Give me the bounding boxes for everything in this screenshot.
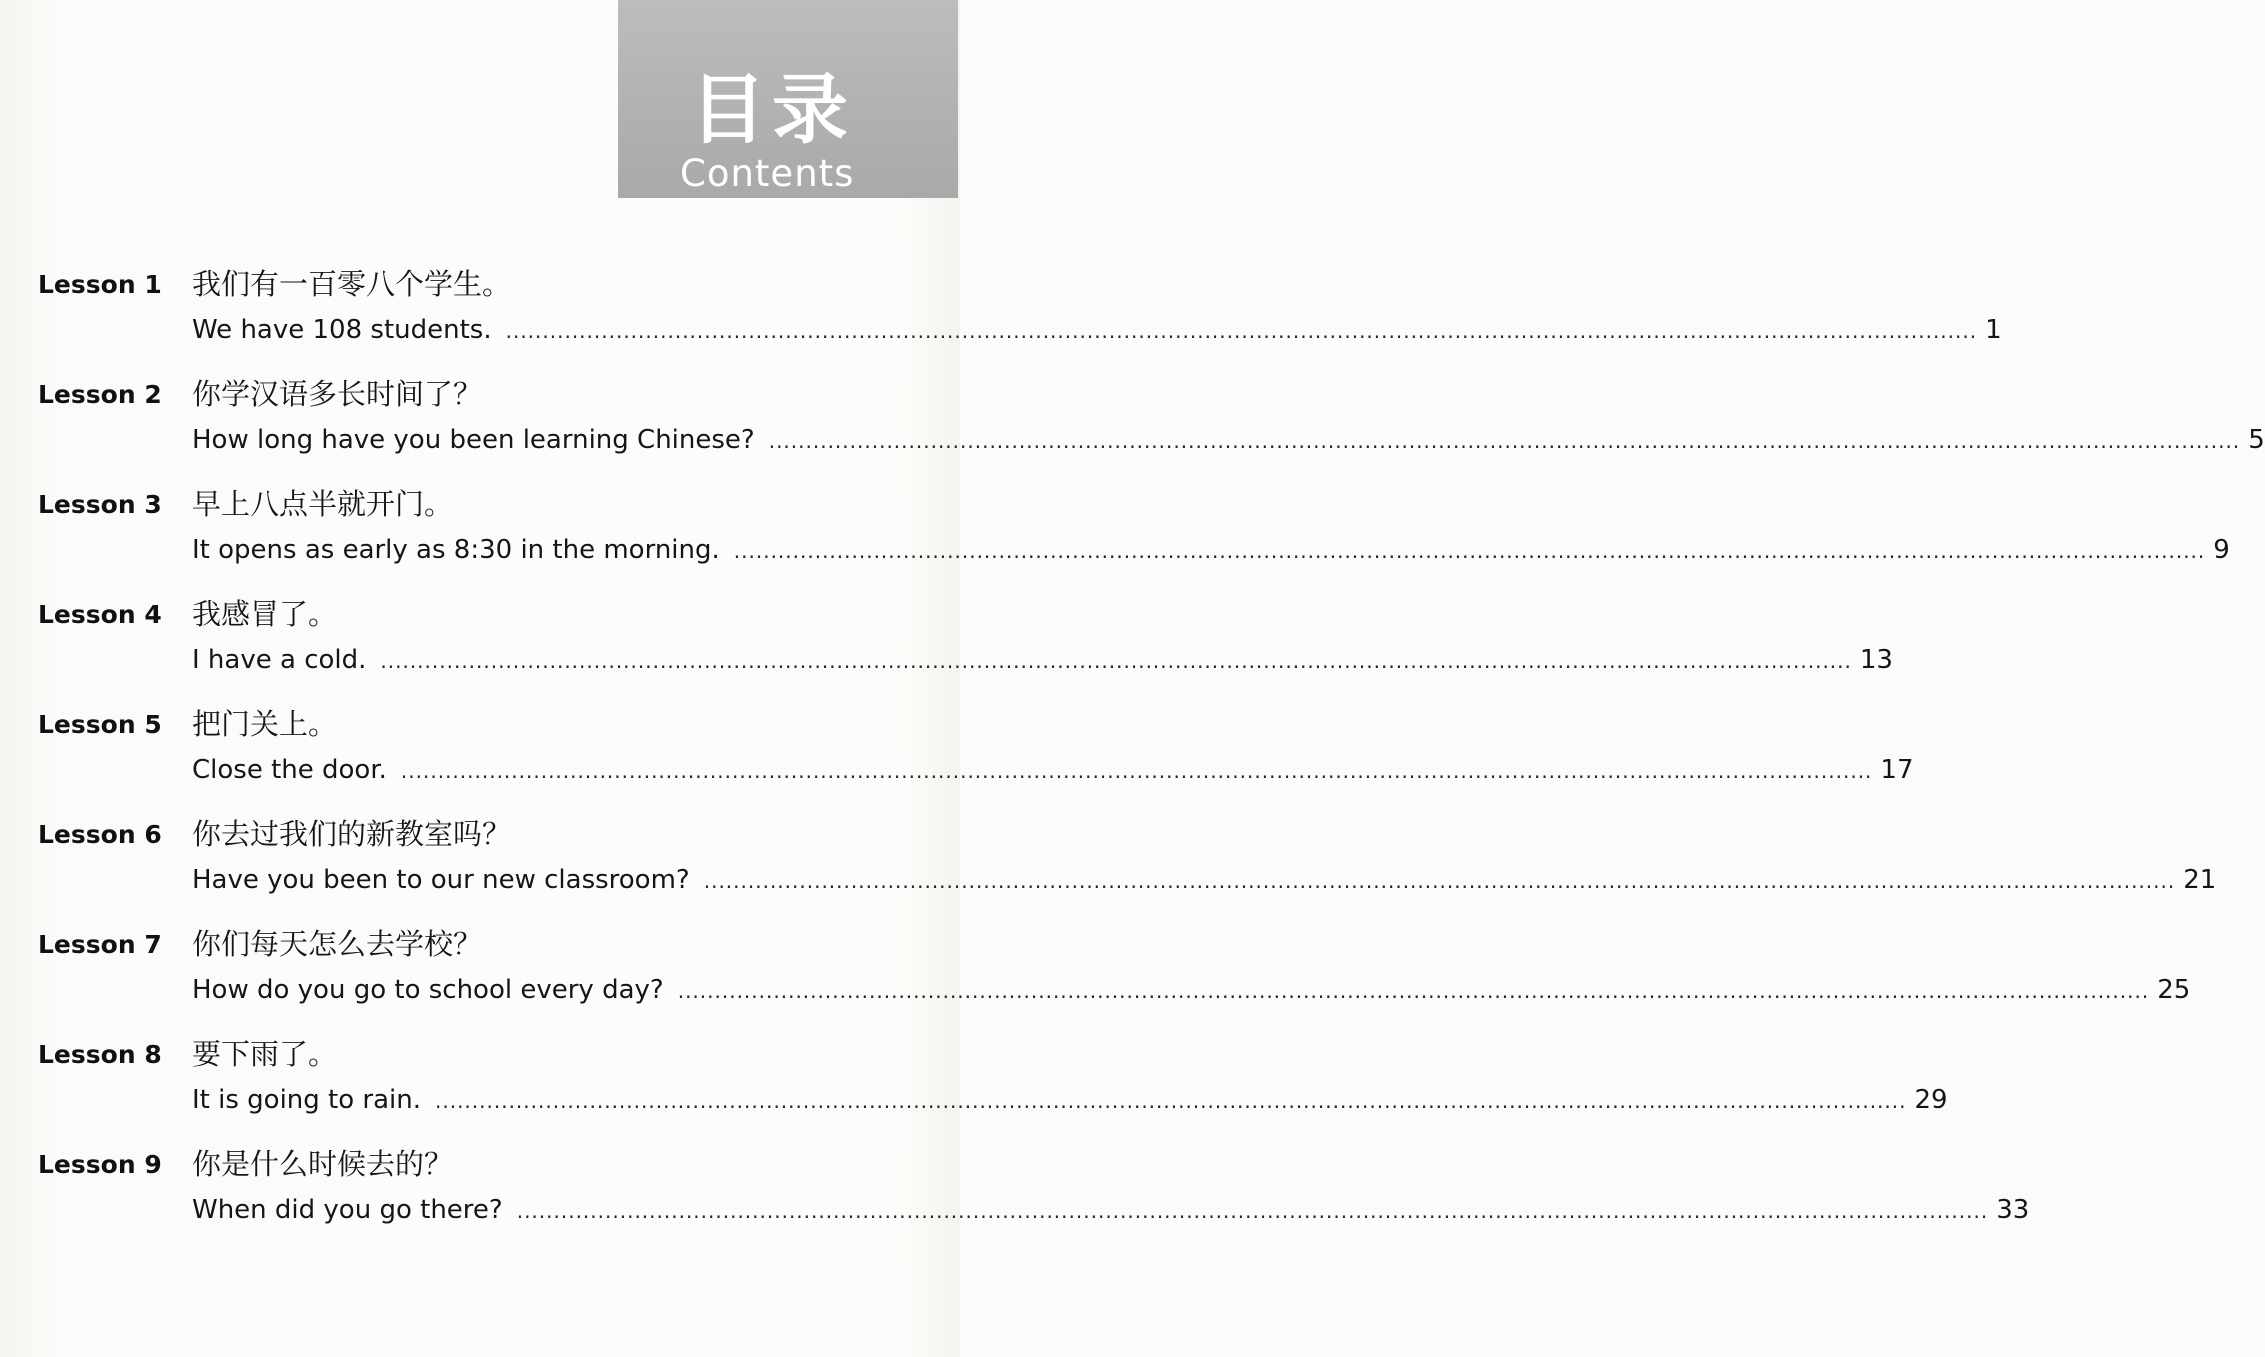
lesson-title-cn: 早上八点半就开门。 [192,487,454,521]
page-number: 25 [2157,975,2191,1005]
dot-leader: ........................................................................................................................................................................................................ [380,649,1852,673]
page-number: 5 [2248,425,2265,455]
toc-entry-lesson-4[interactable] [0,597,1893,700]
dot-leader: ........................................................................................................................................................................................................ [703,869,2176,893]
lesson-title-en: When did you go there? [192,1195,503,1225]
lesson-label: Lesson 9 [38,1150,162,1179]
toc-entry-lesson-5[interactable] [0,707,1914,810]
dot-leader: ........................................................................................................................................................................................................ [677,979,2150,1003]
lesson-title-cn: 我们有一百零八个学生。 [192,267,512,301]
toc-entry-lesson-2[interactable] [0,377,2265,480]
lesson-title-en-line [192,532,2230,568]
lesson-title-en-line [192,972,2191,1008]
lesson-title-en-line [192,312,2002,348]
lesson-label: Lesson 6 [38,820,162,849]
toc-entry-lesson-3[interactable] [0,487,2230,590]
lesson-title-en: Close the door. [192,755,387,785]
lesson-label: Lesson 2 [38,380,162,409]
toc-entry-lesson-1[interactable] [0,267,2002,370]
lesson-title-en: It is going to rain. [192,1085,421,1115]
toc-entry-lesson-9[interactable] [0,1147,2030,1250]
toc-entry-lesson-6[interactable] [0,817,2217,920]
lesson-title-cn: 要下雨了。 [192,1037,338,1071]
lesson-label: Lesson 8 [38,1040,162,1069]
dot-leader: ........................................................................................................................................................................................................ [505,319,1978,343]
page-number: 9 [2213,535,2230,565]
toc-entry-lesson-7[interactable] [0,927,2191,1030]
page-number: 33 [1996,1195,2030,1225]
lesson-label: Lesson 3 [38,490,162,519]
lesson-title-en-line [192,422,2265,458]
page-number: 29 [1914,1085,1948,1115]
page-number: 21 [2183,865,2217,895]
lesson-title-en: How long have you been learning Chinese? [192,425,755,455]
page-number: 1 [1985,315,2002,345]
dot-leader: ........................................................................................................................................................................................................ [516,1199,1989,1223]
lesson-title-en-line [192,1192,2030,1228]
lesson-title-en: How do you go to school every day? [192,975,664,1005]
contents-title-en: Contents [680,152,855,195]
dot-leader: ........................................................................................................................................................................................................ [400,759,1873,783]
page-number: 13 [1859,645,1893,675]
lesson-title-en: It opens as early as 8:30 in the morning. [192,535,720,565]
lesson-title-cn: 我感冒了。 [192,597,338,631]
contents-title-cn: 目录 [690,65,854,154]
lesson-title-cn: 把门关上。 [192,707,338,741]
lesson-label: Lesson 5 [38,710,162,739]
toc-entry-lesson-8[interactable] [0,1037,1948,1140]
dot-leader: ........................................................................................................................................................................................................ [435,1089,1907,1113]
lesson-title-cn: 你去过我们的新教室吗？ [192,817,512,851]
dot-leader: ........................................................................................................................................................................................................ [768,429,2241,453]
lesson-title-en: We have 108 students. [192,315,492,345]
lesson-title-cn: 你学汉语多长时间了？ [192,377,483,411]
lesson-label: Lesson 7 [38,930,162,959]
lesson-label: Lesson 4 [38,600,162,629]
dot-leader: ........................................................................................................................................................................................................ [733,539,2206,563]
lesson-title-cn: 你们每天怎么去学校？ [192,927,483,961]
lesson-title-cn: 你是什么时候去的？ [192,1147,454,1181]
lesson-title-en-line [192,1082,1948,1118]
page-number: 17 [1880,755,1914,785]
lesson-title-en: I have a cold. [192,645,367,675]
lesson-title-en: Have you been to our new classroom? [192,865,690,895]
lesson-label: Lesson 1 [38,270,162,299]
lesson-title-en-line [192,752,1914,788]
lesson-title-en-line [192,862,2217,898]
lesson-title-en-line [192,642,1893,678]
